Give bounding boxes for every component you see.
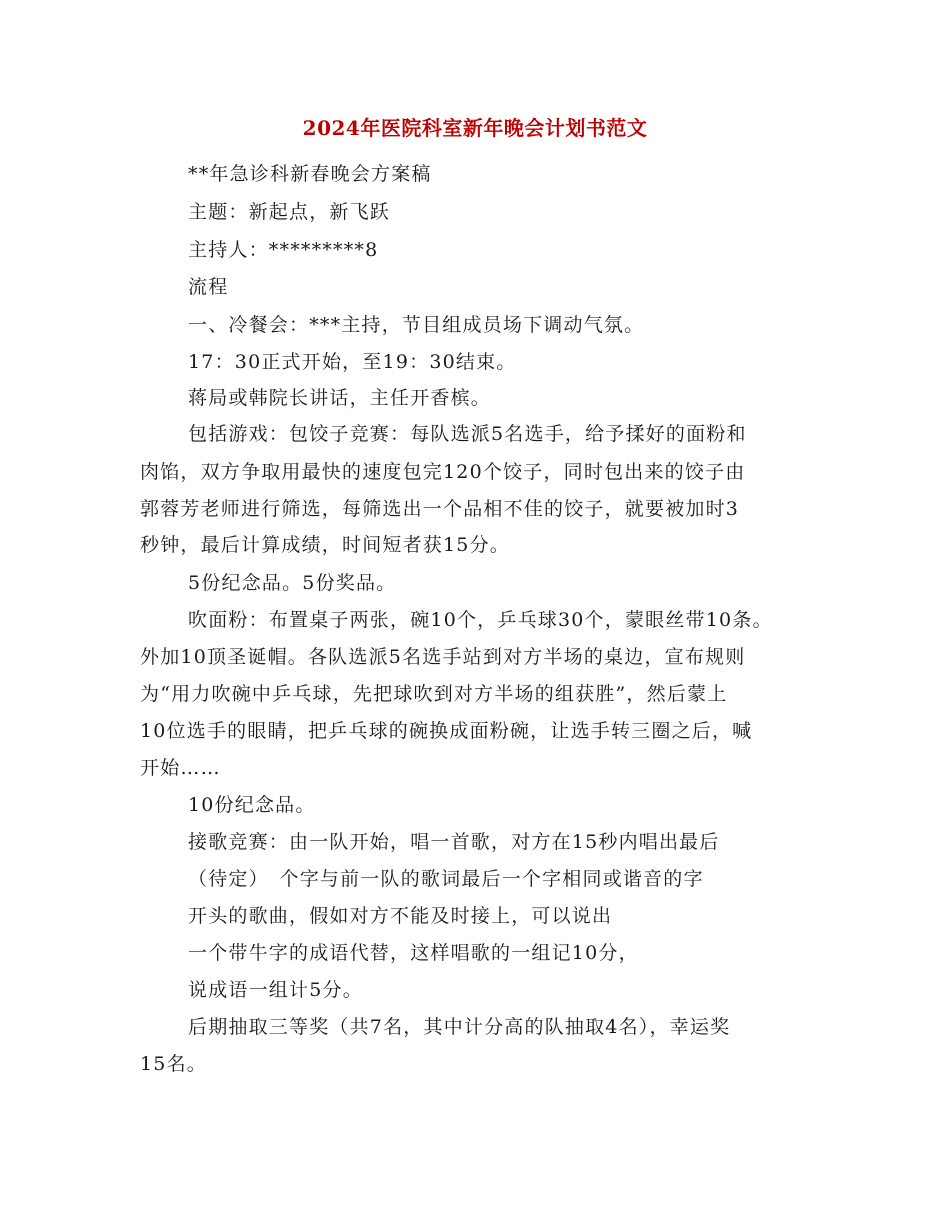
text-line: 开头的歌曲，假如对方不能及时接上，可以说出 [188,905,613,927]
text-line: 接歌竞赛：由一队开始，唱一首歌，对方在15秒内唱出最后 [188,831,720,853]
text-line: 15名。 [140,1053,207,1075]
text-line: 10位选手的眼睛，把乒乓球的碗换成面粉碗，让选手转三圈之后，喊 [140,720,753,742]
text-line: **年急诊科新春晚会方案稿 [188,163,432,185]
text-line: 主持人：*********8 [188,239,379,261]
text-line: 一、冷餐会：***主持，节目组成员场下调动气氛。 [188,314,645,336]
text-line: 10份纪念品。 [188,794,316,816]
text-line: 外加10顶圣诞帽。各队选派5名选手站到对方半场的桌边，宣布规则 [140,646,746,668]
text-line: 后期抽取三等奖（共7名，其中计分高的队抽取4名），幸运奖 [188,1016,731,1038]
text-line: 包括游戏：包饺子竞赛：每队选派5名选手，给予揉好的面粉和 [188,423,747,445]
document-title: 2024年医院科室新年晚会计划书范文 [302,116,648,140]
text-line: 吹面粉：布置桌子两张，碗10个，乒乓球30个，蒙眼丝带10条。 [188,609,773,631]
text-line: 为“用力吹碗中乒乓球，先把球吹到对方半场的组获胜”，然后蒙上 [140,683,728,705]
text-line: （待定） 个字与前一队的歌词最后一个字相同或谐音的字 [188,868,704,890]
text-line: 肉馅，双方争取用最快的速度包完120个饺子，同时包出来的饺子由 [140,461,746,483]
text-line: 5份纪念品。5份奖品。 [188,572,397,594]
text-line: 蒋局或韩院长讲话，主任开香槟。 [188,387,492,409]
text-line: 一个带牛字的成语代替，这样唱歌的一组记10分， [188,942,639,964]
text-line: 主题：新起点，新飞跃 [188,201,391,223]
text-line: 流程 [188,276,229,298]
text-line: 开始…… [140,757,221,779]
text-line: 秒钟，最后计算成绩，时间短者获15分。 [140,534,510,556]
text-line: 说成语一组计5分。 [188,979,363,1001]
text-line: 17：30正式开始，至19：30结束。 [188,351,517,373]
text-line: 郭蓉芳老师进行筛选，每筛选出一个品相不佳的饺子，就要被加时3 [140,498,740,520]
